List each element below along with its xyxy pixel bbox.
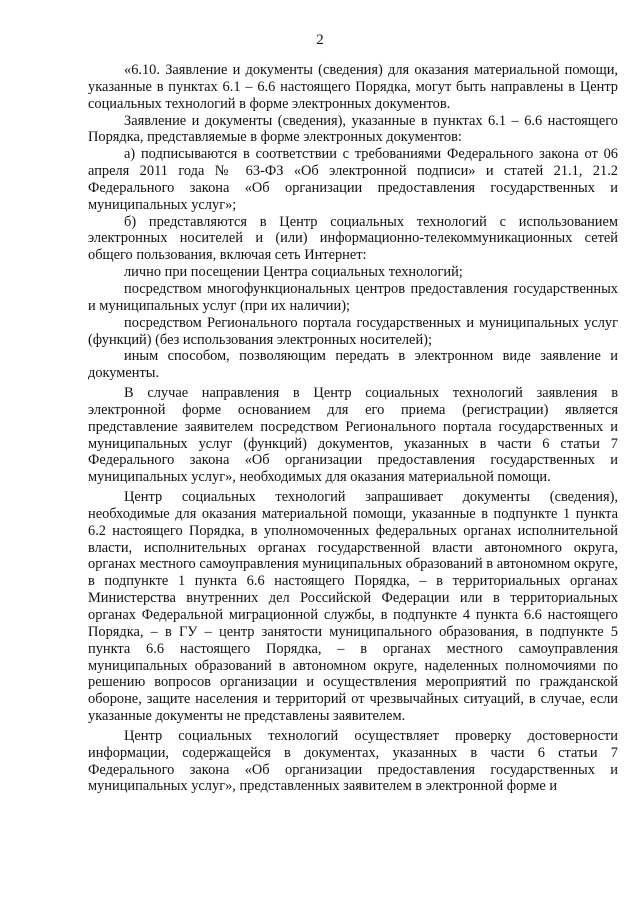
paragraph-verification: Центр социальных технологий осуществляет проверку достоверности информации, содержащейся в документах, указанных в части 6 статьи 7 Федерального закона «Об организации предоставления государственных и муниципальных услуг», представленных заявителем в электронной форме и bbox=[88, 727, 618, 795]
paragraph-mfc: посредством многофункциональных центров предоставления государственных и муниципальных услуг (при их наличии); bbox=[88, 280, 618, 314]
paragraph-regional-portal: посредством Регионального портала государственных и муниципальных услуг (функций) (без использования электронных носителей); bbox=[88, 314, 618, 348]
paragraph-electronic-docs: Заявление и документы (сведения), указанные в пунктах 6.1 – 6.6 настоящего Порядка, представляемые в форме электронных документов: bbox=[88, 112, 618, 146]
paragraph-item-a: а) подписываются в соответствии с требованиями Федерального закона от 06 апреля 2011 года № 63-ФЗ «Об электронной подписи» и статей 21.1, 21.2 Федерального закона «Об организации предоставления государственных и муниципальных услуг»; bbox=[88, 146, 618, 213]
paragraph-item-b: б) представляются в Центр социальных технологий с использованием электронных носителей и (или) информационно-телекоммуникационных сетей общего пользования, включая сеть Интернет: bbox=[88, 213, 618, 264]
paragraph-document-requests: Центр социальных технологий запрашивает документы (сведения), необходимые для оказания материальной помощи, указанные в подпункте 1 пункта 6.2 настоящего Порядка, в уполномоченных федеральных органах исполнительной власти, исполнительных органах государственной власти автономного округа, органах местного самоуправления муниципальных образований в автономном округе, в подпункте 1 пункта 6.6 настоящего Порядка, – в территориальных органах Министерства внутренних дел Российской Федерации или в территориальных органах Федеральной миграционной службы, в подпункте 4 пункта 6.6 настоящего Порядка, – в ГУ – центр занятости муниципального образования, в подпункте 5 пункта 6.6 настоящего Порядка, – в органах местного самоуправления муниципальных образований в автономном округе, наделенных полномочиями по решению вопросов организации и осуществления мероприятий по гражданской обороне, защите населения и территорий от чрезвычайных ситуаций, в случае, если указанные документы не представлены заявителем. bbox=[88, 489, 618, 725]
page-number: 2 bbox=[316, 32, 324, 48]
paragraph-6-10: «6.10. Заявление и документы (сведения) для оказания материальной помощи, указанные в пунктах 6.1 – 6.6 настоящего Порядка, могут быть направлены в Центр социальных технологий в форме электронных документов. bbox=[88, 62, 618, 112]
document-body bbox=[88, 62, 618, 795]
paragraph-in-person: лично при посещении Центра социальных технологий; bbox=[124, 264, 463, 281]
paragraph-other-method: иным способом, позволяющим передать в электронном виде заявление и документы. bbox=[88, 348, 618, 382]
paragraph-electronic-application: В случае направления в Центр социальных технологий заявления в электронной форме основанием для его приема (регистрации) является представление заявителем посредством Регионального портала государственных и муниципальных услуг (функций) документов, указанных в части 6 статьи 7 Федерального закона «Об организации предоставления государственных и муниципальных услуг», необходимых для оказания материальной помощи. bbox=[88, 385, 618, 486]
